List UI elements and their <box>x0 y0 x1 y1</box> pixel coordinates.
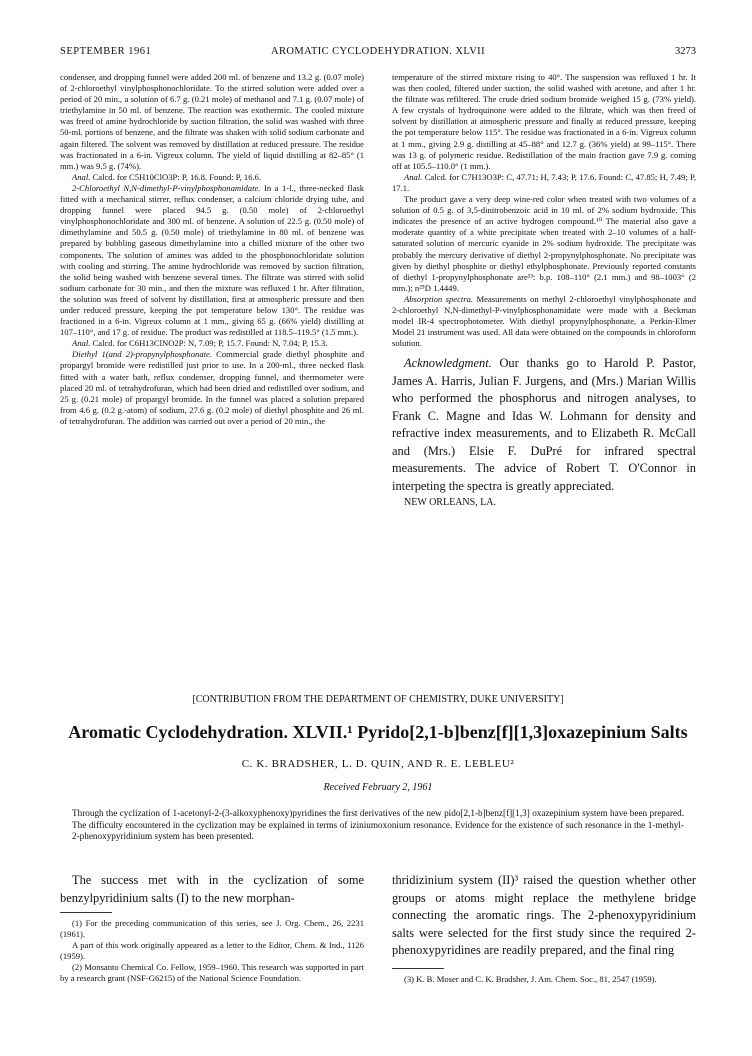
acknowledgment-paragraph <box>392 355 696 495</box>
body-paragraph-start: The success met with in the cyclization of some benzylpyridinium salts (I) to the new morphan- <box>60 873 364 905</box>
location-line: NEW ORLEANS, LA. <box>404 497 497 509</box>
anal-label: Anal. <box>72 338 91 349</box>
body-paragraph-continued: thridizinium system (II)³ raised the question whether other groups or atoms might replace the methylene bridge connecting the aromatic rings. The 2-phenoxypyridinium salts were selected for the first study since the required 2-phenoxypyridines are readily prepared, and the final ring <box>392 873 696 957</box>
analysis-text: Calcd. for C7H13O3P: C, 47.71; H, 7.43; P, 17.6. Found: C, 47.85; H, 7.49; P, 17.1. <box>392 171 696 193</box>
analysis-text: Calcd. for C5H10ClO3P: P, 16.8. Found: P, 16.6. <box>90 171 262 182</box>
section-heading: Diethyl 1(and 2)-propynylphosphonate. <box>72 349 212 360</box>
contribution-line: [CONTRIBUTION FROM THE DEPARTMENT OF CHEMISTRY, DUKE UNIVERSITY] <box>192 694 564 705</box>
article-authors: C. K. BRADSHER, L. D. QUIN, AND R. E. LEBLEU² <box>241 758 515 770</box>
paragraph-text: Measurements on methyl 2-chloroethyl vinylphosphonate and 2-chloroethyl N,N-dimethyl-P-vinylphosphonamidate were made with a Beckman model IR-4 spectrophotometer. With diethyl propynylphosphonate, a Perkin-Elmer Model 21 instrument was used. All data were obtained on the compounds in chloroform solution. <box>392 293 697 349</box>
analysis-line-1 <box>60 172 364 183</box>
experimental-paragraph-2 <box>60 183 364 338</box>
anal-label: Anal. <box>404 171 423 182</box>
running-header <box>60 46 696 60</box>
article-title: Aromatic Cyclodehydration. XLVII.¹ Pyrido[2,1-b]benz[f][1,3]oxazepinium Salts <box>68 722 688 742</box>
experimental-paragraph-4: temperature of the stirred mixture rising to 40°. The suspension was refluxed 1 hr. It was then cooled, filtered under suction, the solid washed with acetone, and after 1 hr. the filtrate was refiltered. The crude dried sodium bromide weighed 15 g. (73% yield). A few crystals of hydroquinone were added to the filtrate, which was then freed of solvent by distillation at atmospheric pressure and finally at reduced pressure, keeping the pot temperature below 115°. The residue was fractionated in a 6-in. Vigreux column at 1 mm., giving 2.9 g. distilling at 45–88° and 12.7 g. (36% yield) at 99–115°. There was 13 g. of polymeric residue. Redistillation of the main fraction gave 7.9 g. coming off at 105.5–110.0° (1 mm.). <box>392 72 696 171</box>
header-title: AROMATIC CYCLODEHYDRATION. XLVII <box>271 46 485 57</box>
section-heading: 2-Chloroethyl N,N-dimethyl-P-vinylphosphonamidate. <box>72 182 261 193</box>
acknowledgment-text: Our thanks go to Harold P. Pastor, James A. Harris, Julian F. Jurgens, and (Mrs.) Marian Willis who performed the phosphorus and nitrogen analyses, to Frank C. Magne and Idas W. Lohmann for density and refractive index measurements, and to Elizabeth R. McCall and (Mrs.) Elsie F. DuPré for infrared spectral measurements. The advice of Robert T. O'Connor in interpeting the spectra is greatly appreciated. <box>392 356 696 493</box>
absorption-spectra-paragraph <box>392 294 696 349</box>
experimental-paragraph-3 <box>60 349 364 427</box>
paragraph-text: Commercial grade diethyl phosphite and propargyl bromide were redistilled just prior to use. In a 200-ml., three necked flask fitted with a water bath, reflux condenser, dropping funnel, and thermometer were placed 20 ml. of tetrahydrofuran, which had been dried and redistilled over sodium, and 25 g. (0.21 mole) of propargyl bromide. In the funnel was placed a solution prepared from 4.6 g. (0.2 g.-atom) of sodium, 27.6 g. (0.2 mole) of diethyl phosphite and 26 ml. of tetrahydrofuran. The addition was carried out over a period of 20 min., the <box>60 349 364 426</box>
footnote-divider <box>392 968 444 969</box>
acknowledgment-heading: Acknowledgment. <box>404 356 492 371</box>
analysis-line-2 <box>60 338 364 349</box>
article-body-right <box>392 872 696 960</box>
article-body-left <box>60 872 364 907</box>
footnote-2: (2) Monsanto Chemical Co. Fellow, 1959–1960. This research was supported in part by a research grant (NSF-G6215) of the National Science Foundation. <box>60 962 364 984</box>
left-column <box>60 72 364 427</box>
experimental-paragraph-1: condenser, and dropping funnel were added 200 ml. of benzene and 13.2 g. (0.07 mole) of 2-chloroethyl vinylphosphonochloridate. To the stirred solution were added over a period of 20 min., a solution of 6.7 g. (0.21 mole) of methanol and 7.1 g. (0.07 mole) of triethylamine in 50 ml. of benzene. The reaction was exothermic. The cooled mixture was freed of amine hydrochloride by suction filtration, the solid was washed with three 50-ml. portions of benzene, and the filtrate was shaken with solid sodium carbonate and again filtered. The solvent was removed by distillation at reduced pressure. The residue was fractionated in a 6-in. Vigreux column. The yield of liquid distilling at 82–85° (1 mm.) was 9.5 g. (74%). <box>60 72 364 171</box>
footnotes-left <box>60 918 364 985</box>
experimental-paragraph-5: The product gave a very deep wine-red color when treated with two volumes of a solution of 0.5 g. of 3,5-dinitrobenzoic acid in 10 ml. of 2% sodium hydroxide. This indicates the presence of an active hydrogen compound.¹⁰ The material also gave a moderate quantity of a white precipitate when treated with 2–10 volumes of a half-saturated solution of mercuric cyanide in 2% sodium hydroxide. The precipitate was probably the mercury derivative of diethyl 2-propynylphosphonate. No precipitate was given by diethyl phosphite or diethyl ethylphosphonate. Previously reported constants of diethyl 1-propynylphosphonate are¹³: b.p. 108–110° (2.1 mm.) and 98–1003° (2 mm.); n²⁵D 1.4449. <box>392 194 696 293</box>
section-heading: Absorption spectra. <box>404 293 474 304</box>
paragraph-text: In a 1-l., three-necked flask fitted with a mechanical stirrer, reflux condenser, a calcium chloride drying tube, and dropping funnel were placed 94.5 g. (0.50 mole) of 2-chloroethyl vinylphosphonochloridate and 300 ml. of benzene. A solution of 22.5 g. (0.50 mole) of dimethylamine and 50.5 g. (0.50 mole) of triethylamine in 80 ml. of benzene was prepared by bubbling gaseous dimethylamine into a chilled mixture of the other two components. The solution of amines was added to the phosphonochloridate solution with cooling and stirring. The amine hydrochloride was removed by suction filtration, the solid being washed with benzene several times. The filtrate was stirred with solid sodium carbonate for 30 min., and then the mixture was refluxed 1 hr. After filtration, the solution was freed of solvent by distillation, first at atmospheric pressure and then under reduced pressure, keeping the pot temperature below 130°. The residue was fractioned in a 6-in. Vigreux column at 1 mm., giving 65 g. (66% yield) distilling at 107–110°, and 17 g. of residue. The product was redistilled at 118.5–119.5° (1.5 mm.). <box>60 182 364 338</box>
analysis-text: Calcd. for C6H13ClNO2P: N, 7.09; P, 15.7. Found: N, 7.04; P, 15.3. <box>90 338 328 349</box>
footnotes-right <box>392 974 696 985</box>
received-date: Received February 2, 1961 <box>323 782 433 793</box>
footnote-divider <box>60 912 112 913</box>
footnote-1b: A part of this work originally appeared as a letter to the Editor, Chem. & Ind., 1126 (1959). <box>60 940 364 962</box>
anal-label: Anal. <box>72 171 91 182</box>
right-column <box>392 72 696 508</box>
page-number: 3273 <box>675 46 696 57</box>
footnote-3: (3) K. B. Moser and C. K. Bradsher, J. Am. Chem. Soc., 81, 2547 (1959). <box>404 974 657 984</box>
header-date: SEPTEMBER 1961 <box>60 46 152 57</box>
analysis-line-3 <box>392 172 696 194</box>
abstract: Through the cyclization of 1-acetonyl-2-(3-alkoxyphenoxy)pyridines the first derivatives of the new pido[2,1-b]benz[f][1,3] oxazepinium system have been prepared. The difficulty encountered in the cyclization may be explained in terms of iziniumoxonium resonance. Evidence for the existence of such resonance in the 1-methyl-2-phenoxypyridinium system has been presented. <box>72 808 684 842</box>
footnote-1: (1) For the preceding communication of this series, see J. Org. Chem., 26, 2231 (1961). <box>60 918 364 940</box>
